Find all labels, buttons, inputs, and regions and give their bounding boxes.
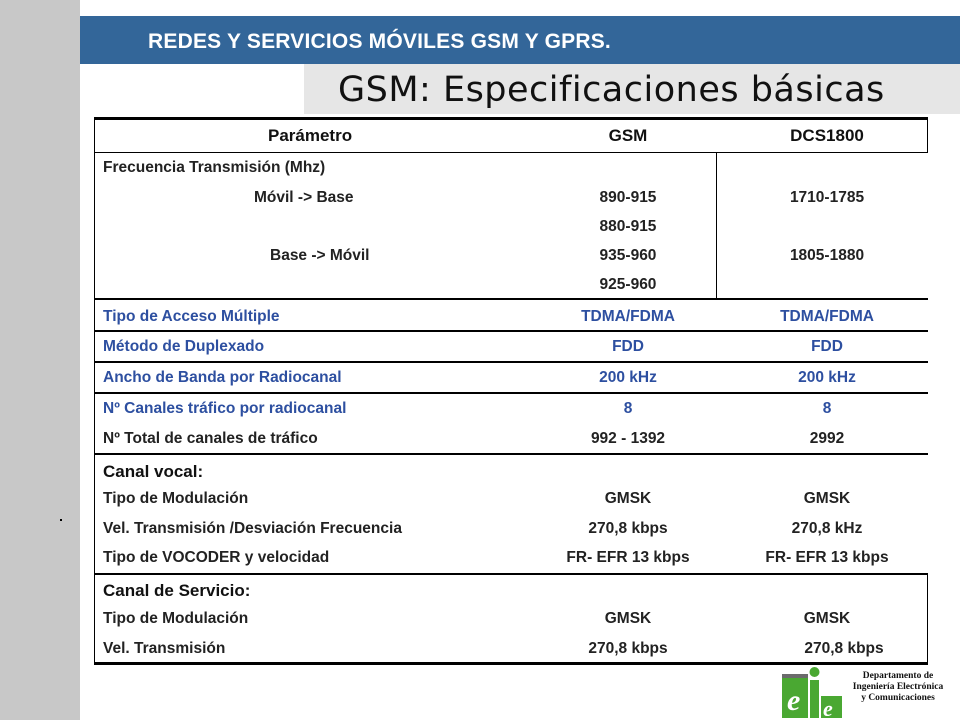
- department-label: [838, 671, 958, 704]
- spec-table: [94, 117, 928, 665]
- gsm-acceso: TDMA/FDMA: [581, 308, 675, 325]
- gsm-total: 992 - 1392: [590, 430, 666, 447]
- table-rule: [94, 298, 928, 300]
- dcs-acceso: TDMA/FDMA: [780, 308, 874, 325]
- section-canal-servicio: Canal de Servicio:: [103, 581, 251, 600]
- dcs-vocal-modulacion: GMSK: [803, 490, 851, 507]
- table-rule: [94, 117, 928, 120]
- left-sidebar: [0, 0, 80, 720]
- dcs-movil-base: 1710-1785: [789, 189, 865, 206]
- gsm-servicio-modulacion: GMSK: [604, 610, 652, 627]
- param-vocoder: Tipo de VOCODER y velocidad: [103, 549, 330, 566]
- param-movil-base: Móvil -> Base: [254, 189, 354, 206]
- param-servicio-velocidad: Vel. Transmisión: [103, 640, 226, 657]
- dept-line-3: y Comunicaciones: [861, 693, 935, 703]
- dcs-total: 2992: [809, 430, 845, 447]
- param-canales: Nº Canales tráfico por radiocanal: [103, 400, 347, 417]
- dcs-vocoder: FR- EFR 13 kbps: [765, 549, 889, 566]
- gsm-vocal-velocidad: 270,8 kbps: [588, 520, 668, 537]
- dept-line-2: Ingeniería Electrónica: [852, 682, 944, 692]
- svg-text:e: e: [823, 696, 833, 718]
- dcs-canales: 8: [822, 400, 832, 417]
- gsm-duplex: FDD: [612, 338, 644, 355]
- param-duplex: Método de Duplexado: [103, 338, 265, 355]
- param-vocal-modulacion: Tipo de Modulación: [103, 490, 249, 507]
- col-header-gsm: GSM: [608, 126, 648, 145]
- table-vrule: [716, 152, 717, 298]
- dcs-vocal-velocidad: 270,8 kHz: [791, 520, 863, 537]
- param-vocal-velocidad: Vel. Transmisión /Desviación Frecuencia: [103, 520, 402, 537]
- dcs-duplex: FDD: [811, 338, 843, 355]
- param-acceso: Tipo de Acceso Múltiple: [103, 308, 280, 325]
- svg-text:e: e: [787, 684, 801, 717]
- slide-header-title: REDES Y SERVICIOS MÓVILES GSM Y GPRS.: [148, 30, 611, 53]
- gsm-base-movil-2: 925-960: [599, 276, 657, 293]
- param-ancho: Ancho de Banda por Radiocanal: [103, 369, 342, 386]
- section-canal-vocal: Canal vocal:: [103, 462, 204, 481]
- gsm-servicio-velocidad: 270,8 kbps: [588, 640, 668, 657]
- dcs-servicio-velocidad: 270,8 kbps: [804, 640, 884, 657]
- table-rule: [94, 662, 928, 665]
- gsm-movil-base-1: 890-915: [599, 189, 657, 206]
- param-servicio-modulacion: Tipo de Modulación: [103, 610, 249, 627]
- dot-mark: [60, 519, 62, 521]
- dcs-base-movil: 1805-1880: [789, 247, 865, 264]
- table-rule: [94, 573, 928, 575]
- dcs-ancho: 200 kHz: [798, 369, 856, 386]
- param-frecuencia: Frecuencia Transmisión (Mhz): [103, 159, 326, 176]
- param-base-movil: Base -> Móvil: [270, 247, 370, 264]
- gsm-vocoder: FR- EFR 13 kbps: [566, 549, 690, 566]
- param-total: Nº Total de canales de tráfico: [103, 430, 318, 447]
- slide-subtitle: GSM: Especificaciones básicas: [338, 70, 885, 110]
- table-vrule: [927, 117, 928, 153]
- gsm-ancho: 200 kHz: [599, 369, 657, 386]
- table-vrule: [94, 117, 95, 665]
- table-rule: [94, 453, 928, 455]
- dcs-servicio-modulacion: GMSK: [803, 610, 851, 627]
- gsm-base-movil-1: 935-960: [599, 247, 657, 264]
- table-rule: [94, 330, 928, 332]
- gsm-canales: 8: [623, 400, 633, 417]
- table-rule: [94, 152, 928, 153]
- gsm-movil-base-2: 880-915: [599, 218, 657, 235]
- col-header-dcs1800: DCS1800: [790, 126, 864, 145]
- table-rule: [94, 361, 928, 363]
- table-rule: [94, 392, 928, 394]
- dept-line-1: Departamento de: [862, 671, 934, 681]
- eie-logo: [782, 666, 842, 718]
- col-header-parametro: Parámetro: [268, 126, 353, 145]
- gsm-vocal-modulacion: GMSK: [604, 490, 652, 507]
